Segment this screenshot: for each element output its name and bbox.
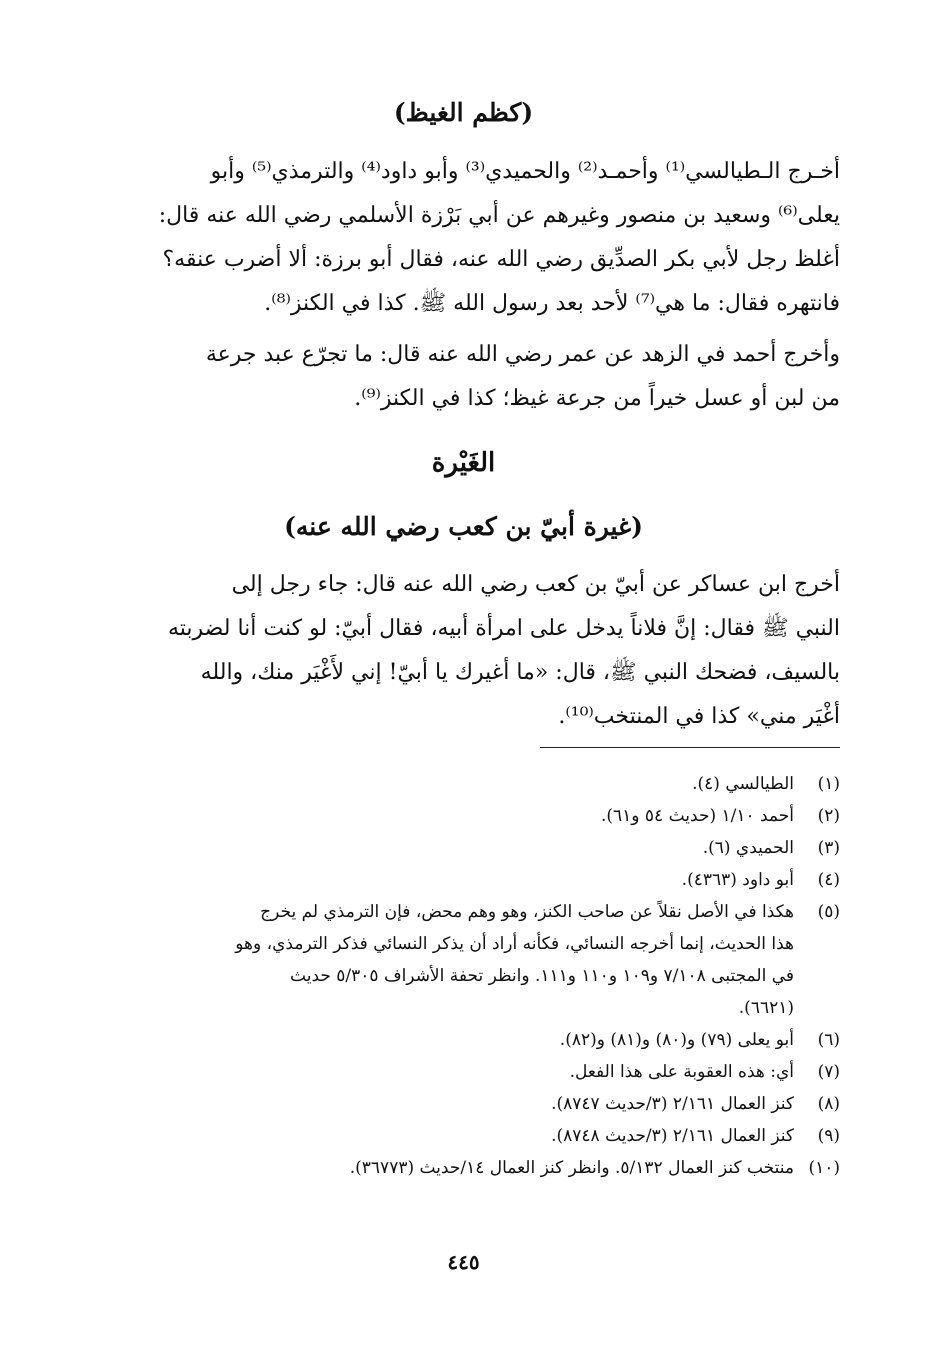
footnote-text: الطيالسي (٤). [692, 774, 794, 794]
paragraph-ubayy [140, 563, 840, 739]
footnote-text: هكذا في الأصل نقلاً عن صاحب الكنز، وهو وهم محض، فإن الترمذي لم يخرج [260, 902, 794, 922]
footnote-item [140, 768, 840, 800]
footnote-separator [540, 747, 840, 748]
text-line: النبي ﷺ فقال: إنَّ فلاناً يدخل على امرأة أبيه، فقال أبيّ: لو كنت أنا لضربته [167, 616, 840, 641]
footnote-item [140, 1088, 840, 1120]
footnote-item [140, 1152, 840, 1184]
footnote-number: (٨) [817, 1094, 840, 1114]
footnote-number: (١٠) [808, 1158, 840, 1178]
footnote-number: (٦) [817, 1030, 840, 1050]
text-line: فانتهره فقال: ما هي⁽⁷⁾ لأحد بعد رسول الله ﷺ. كذا في الكنز⁽⁸⁾. [264, 291, 840, 316]
footnote-text: أحمد ١/١٠ (حديث ٥٤ و٦١). [600, 806, 794, 826]
footnote-number: (١) [817, 774, 840, 794]
footnote-item [140, 864, 840, 896]
footnote-text: أبو داود (٤٣٦٣). [681, 870, 794, 890]
text-line: أخـرج الـطيالسي⁽¹⁾ وأحمـد⁽²⁾ والحميدي⁽³⁾ وأبو داود⁽⁴⁾ والترمذي⁽⁵⁾ وأبو [210, 159, 840, 184]
text-line: يعلى⁽⁶⁾ وسعيد بن منصور وغيرهم عن أبي بَرْزة الأسلمي رضي الله عنه قال: [158, 203, 840, 228]
footnote-number: (٤) [817, 870, 840, 890]
text-line: أغْيَر مني» كذا في المنتخب⁽¹⁰⁾. [558, 704, 840, 729]
footnote-number: (٧) [817, 1062, 840, 1082]
text-line: وأخرج أحمد في الزهد عن عمر رضي الله عنه قال: ما تجرّع عبد جرعة [205, 342, 840, 367]
footnotes-list [140, 768, 840, 1184]
text-line: أغلظ رجل لأبي بكر الصدِّيق رضي الله عنه، فقال أبو برزة: ألا أضرب عنقه؟ [162, 247, 840, 272]
subsection-heading-ubayy: (غيرة أبيّ بن كعب رضي الله عنه) [284, 512, 643, 541]
text-line: من لبن أو عسل خيراً من جرعة غيظ؛ كذا في الكنز⁽⁹⁾. [354, 386, 840, 411]
footnote-text: (٦٦٢١). [738, 998, 794, 1018]
paragraph-kazm-2 [140, 333, 840, 421]
text-line: بالسيف، فضحك النبي ﷺ، قال: «ما أغيرك يا أبيّ! إني لأَغْيَر منك، والله [200, 660, 840, 685]
footnote-text: منتخب كنز العمال ٥/١٣٢. وانظر كنز العمال ١٤/حديث (٣٦٧٧٣). [349, 1158, 794, 1178]
paragraph-kazm-1 [140, 150, 840, 326]
footnote-item [140, 832, 840, 864]
footnote-item [140, 1056, 840, 1088]
footnote-item [140, 896, 840, 1024]
footnote-item [140, 1024, 840, 1056]
footnote-text: هذا الحديث، إنما أخرجه النسائي، فكأنه أراد أن يذكر النسائي فذكر الترمذي، وهو [235, 934, 794, 954]
footnote-number: (٩) [817, 1126, 840, 1146]
footnote-item [140, 1120, 840, 1152]
footnote-number: (٥) [817, 902, 840, 922]
text-line: أخرج ابن عساكر عن أبيّ بن كعب رضي الله عنه قال: جاء رجل إلى [231, 572, 840, 597]
section-heading-ghayra: الغَيْرة [431, 448, 496, 478]
footnote-text: الحميدي (٦). [702, 838, 794, 858]
section-heading-kazm-al-ghayz: (كظم الغيظ) [393, 98, 534, 127]
footnote-text: كنز العمال ٢/١٦١ (٣/حديث ٨٧٤٨). [551, 1126, 794, 1146]
footnote-text: أبو يعلى (٧٩) و(٨٠) و(٨١) و(٨٢). [559, 1030, 794, 1050]
footnote-number: (٣) [817, 838, 840, 858]
footnote-text: في المجتبى ٧/١٠٨ و١٠٩ و١١٠ و١١١. وانظر تحفة الأشراف ٥/٣٠٥ حديث [290, 966, 794, 986]
footnote-text: كنز العمال ٢/١٦١ (٣/حديث ٨٧٤٧). [551, 1094, 794, 1114]
page-number: ٤٤٥ [447, 1250, 480, 1274]
footnote-number: (٢) [817, 806, 840, 826]
footnote-item [140, 800, 840, 832]
footnote-text: أي: هذه العقوبة على هذا الفعل. [569, 1062, 794, 1082]
